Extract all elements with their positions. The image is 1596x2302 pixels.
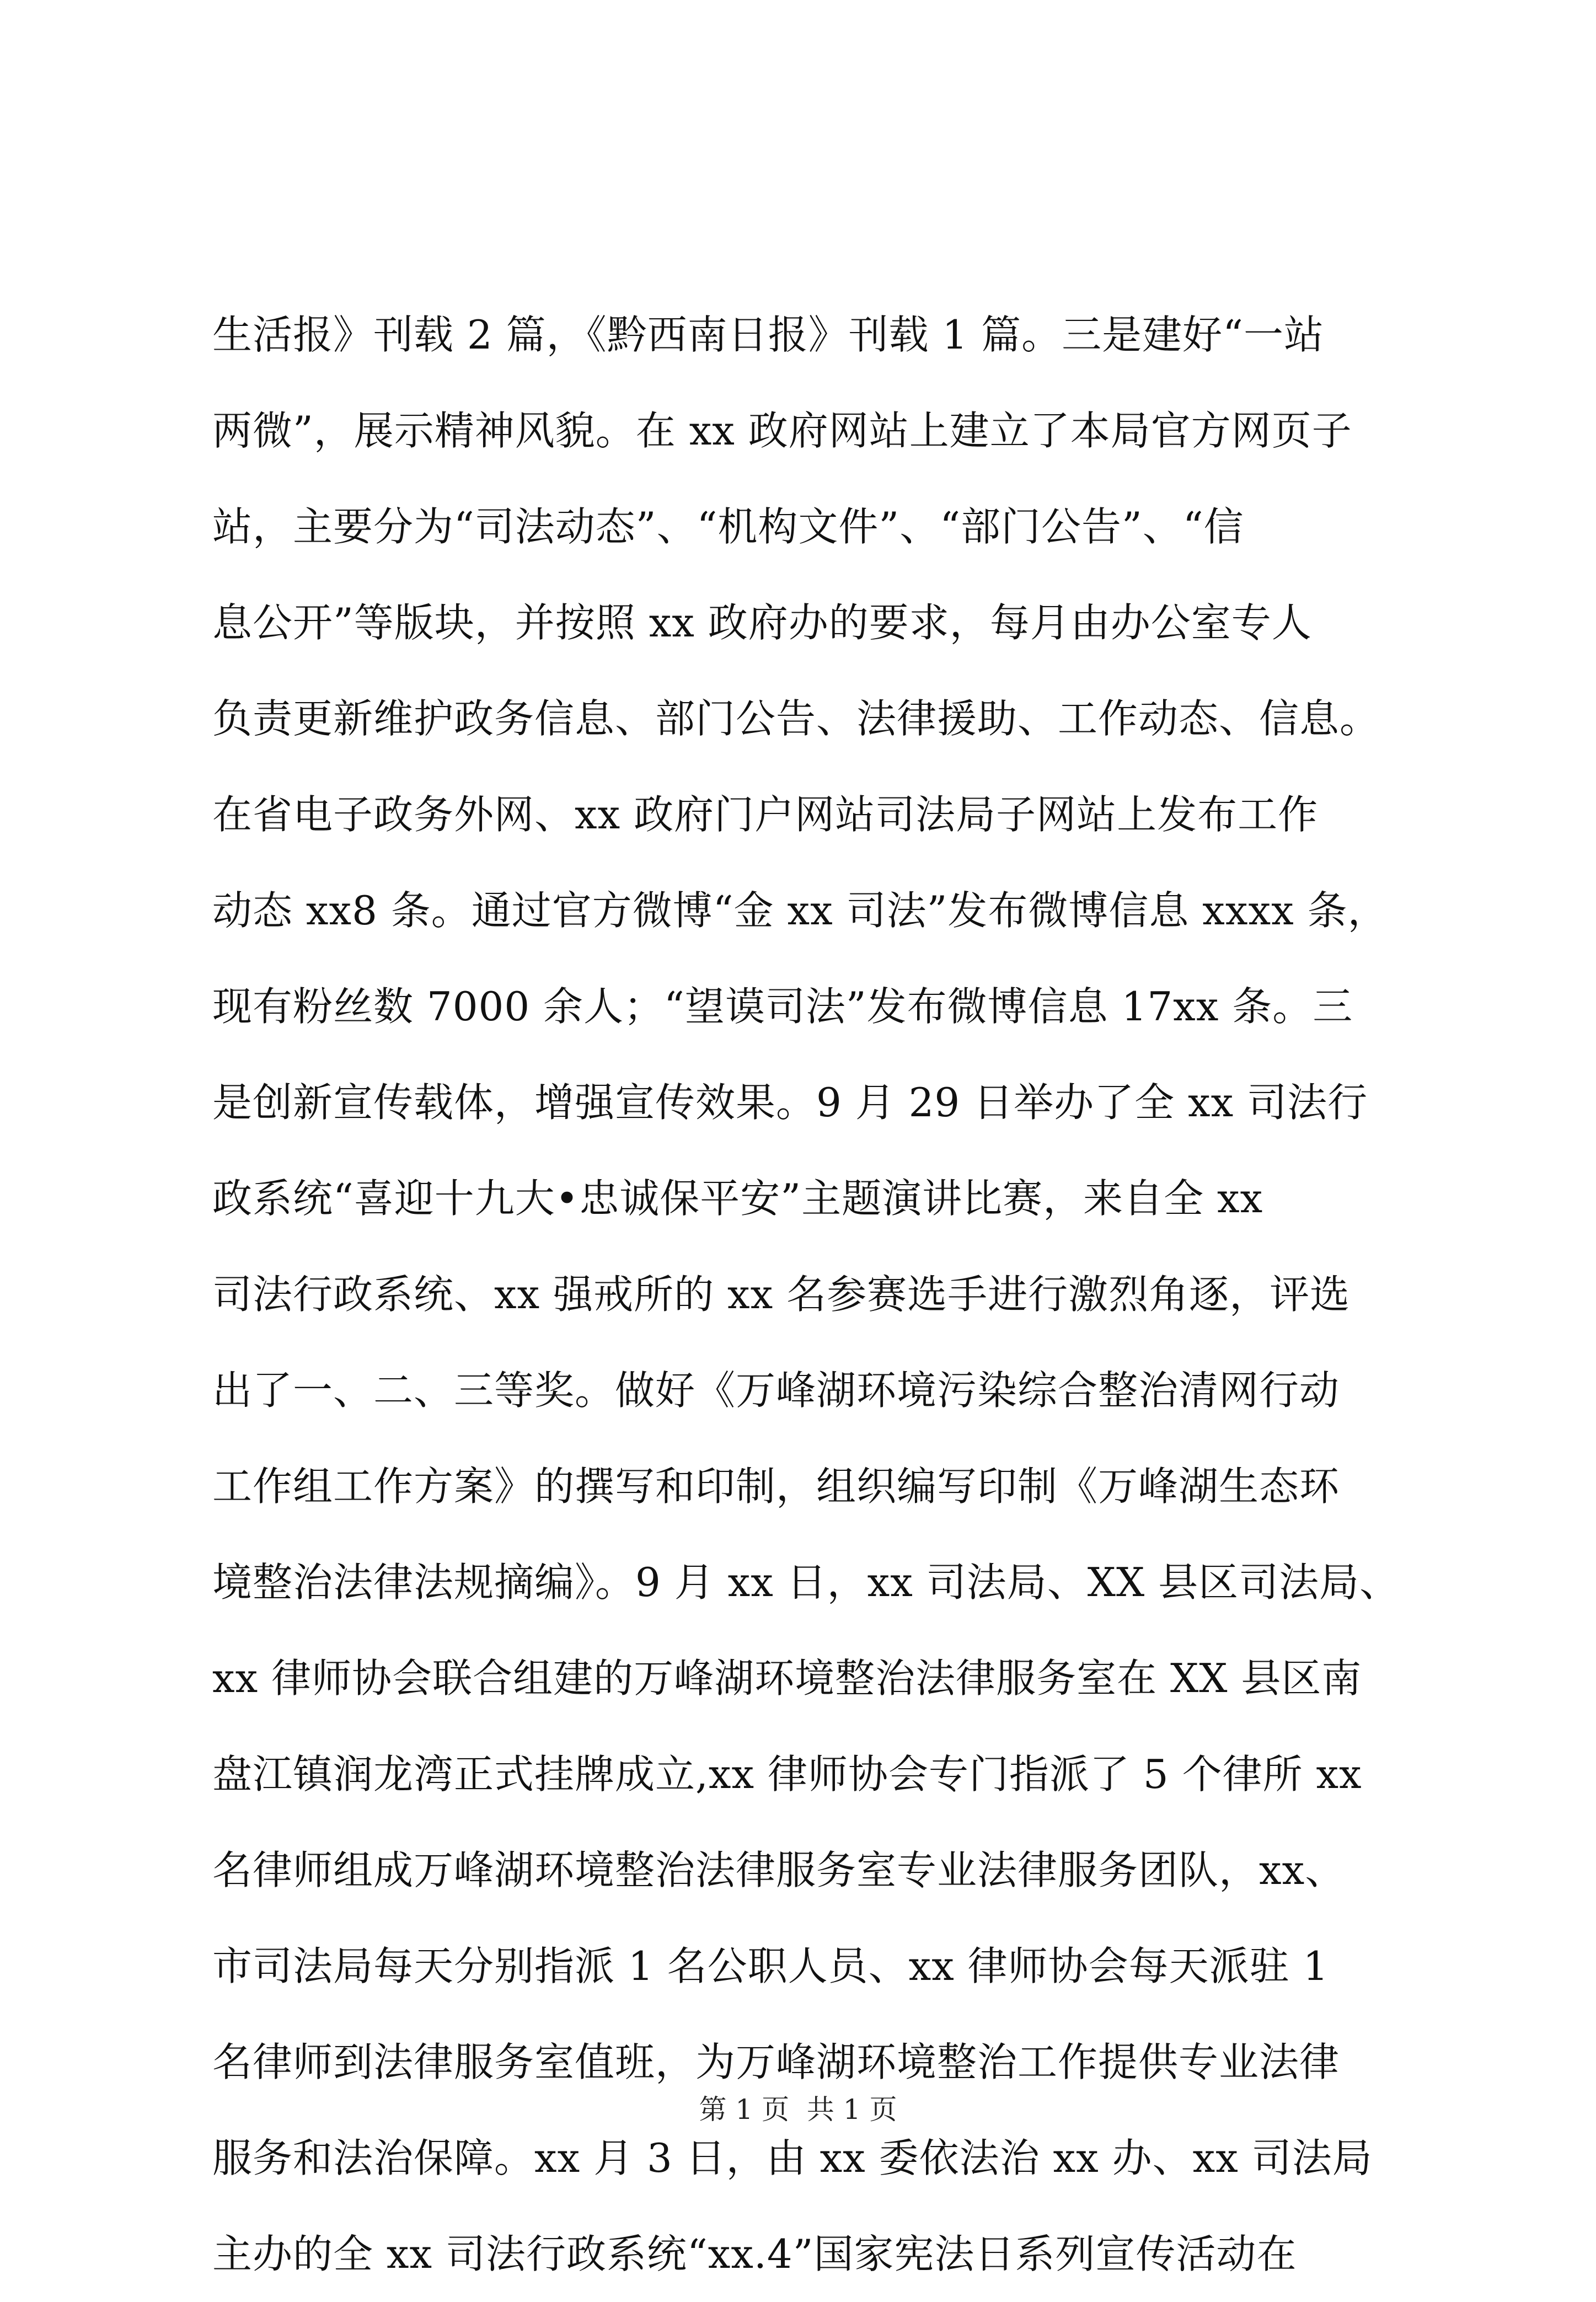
text-line: 服务和法治保障。xx 月 3 日，由 xx 委依法治 xx 办、xx 司法局 — [212, 2135, 1373, 2181]
text-line: 在省电子政务外网、xx 政府门户网站司法局子网站上发布工作 — [212, 791, 1319, 838]
text-line: 是创新宣传载体，增强宣传效果。9 月 29 日举办了全 xx 司法行 — [212, 1079, 1368, 1126]
text-line: 出了一、二、三等奖。做好《万峰湖环境污染综合整治清网行动 — [212, 1367, 1340, 1414]
text-line: 司法行政系统、xx 强戒所的 xx 名参赛选手进行激烈角逐，评选 — [212, 1271, 1351, 1318]
text-line: 息公开”等版块，并按照 xx 政府办的要求，每月由办公室专人 — [212, 599, 1312, 646]
text-line: 生活报》刊载 2 篇，《黔西南日报》刊载 1 篇。三是建好“一站 — [212, 312, 1324, 358]
text-line: 主办的全 xx 司法行政系统“xx.4”国家宪法日系列宣传活动在 — [212, 2231, 1297, 2277]
page-footer: 第 1 页 共 1 页 — [699, 2094, 897, 2126]
text-line: 工作组工作方案》的撰写和印制，组织编写印制《万峰湖生态环 — [212, 1463, 1340, 1509]
text-line: 名律师组成万峰湖环境整治法律服务室专业法律服务团队，xx、 — [212, 1847, 1346, 1893]
text-line: 负责更新维护政务信息、部门公告、法律援助、工作动态、信息。 — [212, 695, 1380, 742]
text-line: 境整治法律法规摘编》。9 月 xx 日，xx 司法局、XX 县区司法局、 — [212, 1559, 1400, 1605]
text-line: 两微”，展示精神风貌。在 xx 政府网站上建立了本局官方网页子 — [212, 408, 1352, 454]
text-line: 名律师到法律服务室值班，为万峰湖环境整治工作提供专业法律 — [212, 2039, 1340, 2085]
text-line: xx 律师协会联合组建的万峰湖环境整治法律服务室在 XX 县区南 — [212, 1655, 1362, 1701]
text-line: 市司法局每天分别指派 1 名公职人员、xx 律师协会每天派驻 1 — [212, 1943, 1329, 1989]
text-line: 站，主要分为“司法动态”、“机构文件”、“部门公告”、“信 — [212, 504, 1244, 550]
text-line: 动态 xx8 条。通过官方微博“金 xx 司法”发布微博信息 xxxx 条， — [212, 887, 1388, 934]
text-line: 盘江镇润龙湾正式挂牌成立,xx 律师协会专门指派了 5 个律所 xx — [212, 1751, 1362, 1797]
text-line: 政系统“喜迎十九大•忠诚保平安”主题演讲比赛，来自全 xx — [212, 1175, 1263, 1222]
text-line: 现有粉丝数 7000 余人；“望谟司法”发布微博信息 17xx 条。三 — [212, 983, 1353, 1030]
body-paragraph — [212, 287, 1400, 2302]
